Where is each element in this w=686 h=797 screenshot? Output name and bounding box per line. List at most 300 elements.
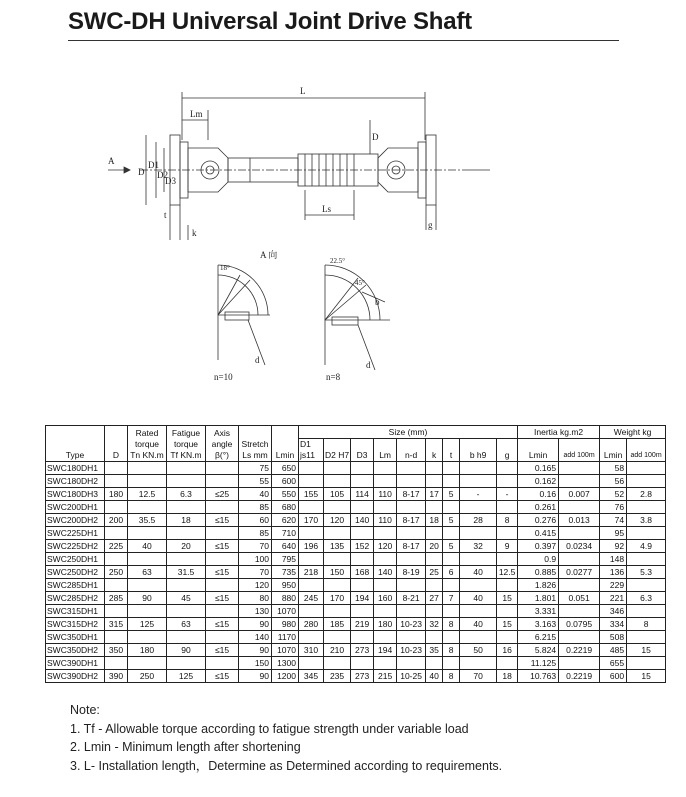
cell-nd — [397, 527, 426, 540]
cell-axis-angle — [206, 631, 239, 644]
cell-rated-torque — [128, 657, 167, 670]
cell-k: 27 — [426, 592, 443, 605]
cell-inertia-add — [559, 462, 600, 475]
cell-D: 250 — [105, 566, 128, 579]
cell-g: 15 — [497, 592, 518, 605]
cell-t: 5 — [443, 540, 460, 553]
cell-Lm: 110 — [374, 488, 397, 501]
cell-D1 — [299, 475, 324, 488]
cell-fatigue-torque — [167, 462, 206, 475]
header-axis-angle: Axis angle β(°) — [206, 426, 239, 462]
cell-inertia-add: 0.007 — [559, 488, 600, 501]
cell-rated-torque — [128, 501, 167, 514]
cell-D3 — [351, 462, 374, 475]
cell-g: 18 — [497, 670, 518, 683]
cell-rated-torque: 63 — [128, 566, 167, 579]
cell-weight-lmin: 346 — [600, 605, 627, 618]
cell-weight-lmin: 600 — [600, 670, 627, 683]
cell-D — [105, 605, 128, 618]
cell-t: 7 — [443, 592, 460, 605]
cell-b — [460, 462, 497, 475]
cell-D2: 185 — [324, 618, 351, 631]
cell-D: 225 — [105, 540, 128, 553]
cell-nd — [397, 605, 426, 618]
dim-b-label: b — [375, 297, 380, 307]
cell-D — [105, 501, 128, 514]
angle-left-label: 18° — [220, 264, 230, 272]
cell-stretch: 90 — [239, 670, 272, 683]
cell-t: 8 — [443, 670, 460, 683]
cell-D1: 170 — [299, 514, 324, 527]
cell-D: 315 — [105, 618, 128, 631]
cell-stretch: 55 — [239, 475, 272, 488]
cell-stretch: 70 — [239, 566, 272, 579]
cell-D3 — [351, 527, 374, 540]
cell-lmin: 735 — [272, 566, 299, 579]
cell-inertia-add — [559, 657, 600, 670]
cell-b: 40 — [460, 592, 497, 605]
cell-inertia-add: 0.0795 — [559, 618, 600, 631]
cell-weight-add: 8 — [627, 618, 666, 631]
cell-weight-add — [627, 553, 666, 566]
cell-weight-lmin: 58 — [600, 462, 627, 475]
cell-lmin: 1300 — [272, 657, 299, 670]
cell-fatigue-torque: 18 — [167, 514, 206, 527]
cell-type: SWC315DH1 — [46, 605, 105, 618]
table-row — [46, 514, 666, 527]
cell-rated-torque — [128, 475, 167, 488]
cell-axis-angle — [206, 475, 239, 488]
cell-fatigue-torque: 90 — [167, 644, 206, 657]
cell-weight-add — [627, 605, 666, 618]
cell-weight-lmin: 229 — [600, 579, 627, 592]
cell-lmin: 620 — [272, 514, 299, 527]
table-row — [46, 579, 666, 592]
header-inertia-lmin: Lmin — [518, 439, 559, 462]
cell-type: SWC250DH2 — [46, 566, 105, 579]
cell-lmin: 795 — [272, 553, 299, 566]
cell-rated-torque: 250 — [128, 670, 167, 683]
cell-D3: 152 — [351, 540, 374, 553]
cell-inertia-lmin: 6.215 — [518, 631, 559, 644]
view-A-arrow-label: A — [108, 156, 115, 166]
cell-g — [497, 475, 518, 488]
cell-fatigue-torque: 125 — [167, 670, 206, 683]
cell-inertia-lmin: 11.125 — [518, 657, 559, 670]
cell-b — [460, 553, 497, 566]
cell-nd: 10-23 — [397, 618, 426, 631]
cell-Lm — [374, 631, 397, 644]
cell-D2 — [324, 501, 351, 514]
cell-k — [426, 462, 443, 475]
table-row — [46, 475, 666, 488]
table-row — [46, 618, 666, 631]
cell-axis-angle: ≤15 — [206, 644, 239, 657]
cell-Lm — [374, 579, 397, 592]
cell-rated-torque: 125 — [128, 618, 167, 631]
cell-inertia-lmin: 3.163 — [518, 618, 559, 631]
cell-D3 — [351, 631, 374, 644]
cell-D1: 280 — [299, 618, 324, 631]
header-D: D — [105, 426, 128, 462]
cell-weight-add: 2.8 — [627, 488, 666, 501]
cell-weight-lmin: 334 — [600, 618, 627, 631]
cell-D2 — [324, 657, 351, 670]
cell-nd — [397, 475, 426, 488]
cell-D2: 135 — [324, 540, 351, 553]
dim-D1-label: D1 — [148, 160, 159, 170]
cell-D1: 345 — [299, 670, 324, 683]
cell-g — [497, 553, 518, 566]
cell-inertia-lmin: 0.415 — [518, 527, 559, 540]
cell-D2: 105 — [324, 488, 351, 501]
cell-rated-torque — [128, 462, 167, 475]
n-right-label: n=8 — [326, 372, 341, 382]
cell-b — [460, 501, 497, 514]
cell-inertia-add — [559, 527, 600, 540]
view-A-label: A 向 — [260, 250, 278, 260]
cell-weight-add — [627, 657, 666, 670]
table-row — [46, 462, 666, 475]
cell-type: SWC390DH2 — [46, 670, 105, 683]
cell-type: SWC180DH1 — [46, 462, 105, 475]
cell-weight-lmin: 485 — [600, 644, 627, 657]
note-item: 2. Lmin - Minimum length after shortening — [70, 740, 301, 754]
cell-inertia-lmin: 0.162 — [518, 475, 559, 488]
cell-t — [443, 475, 460, 488]
cell-axis-angle — [206, 553, 239, 566]
cell-k: 40 — [426, 670, 443, 683]
cell-D1 — [299, 527, 324, 540]
cell-D3: 219 — [351, 618, 374, 631]
cell-axis-angle — [206, 579, 239, 592]
header-type: Type — [46, 426, 105, 462]
spec-table-body — [46, 462, 666, 683]
cell-lmin: 1200 — [272, 670, 299, 683]
cell-b — [460, 527, 497, 540]
cell-k — [426, 605, 443, 618]
cell-t — [443, 605, 460, 618]
dim-D2-label: D2 — [157, 170, 168, 180]
cell-axis-angle — [206, 605, 239, 618]
cell-Lm — [374, 657, 397, 670]
cell-weight-add — [627, 462, 666, 475]
dim-t-label: t — [164, 210, 167, 220]
cell-D1 — [299, 553, 324, 566]
cell-Lm: 140 — [374, 566, 397, 579]
cell-rated-torque — [128, 605, 167, 618]
cell-weight-lmin: 52 — [600, 488, 627, 501]
cell-g: 16 — [497, 644, 518, 657]
cell-D — [105, 553, 128, 566]
cell-D3 — [351, 579, 374, 592]
cell-inertia-lmin: 0.16 — [518, 488, 559, 501]
cell-t: 8 — [443, 618, 460, 631]
header-rated-torque: Rated torque Tn KN.m — [128, 426, 167, 462]
cell-D2: 120 — [324, 514, 351, 527]
header-size-group: Size (mm) — [299, 426, 518, 439]
cell-inertia-lmin: 3.331 — [518, 605, 559, 618]
cell-fatigue-torque — [167, 657, 206, 670]
cell-inertia-lmin: 0.261 — [518, 501, 559, 514]
cell-stretch: 40 — [239, 488, 272, 501]
dim-D-label: D — [138, 167, 145, 177]
cell-stretch: 150 — [239, 657, 272, 670]
cell-k: 35 — [426, 644, 443, 657]
cell-inertia-lmin: 0.397 — [518, 540, 559, 553]
cell-D3 — [351, 605, 374, 618]
cell-inertia-add: 0.2219 — [559, 670, 600, 683]
cell-D1 — [299, 579, 324, 592]
cell-b: 40 — [460, 618, 497, 631]
cell-D2: 210 — [324, 644, 351, 657]
cell-weight-add: 6.3 — [627, 592, 666, 605]
cell-inertia-lmin: 10.763 — [518, 670, 559, 683]
cell-fatigue-torque — [167, 501, 206, 514]
header-nd: n-d — [397, 439, 426, 462]
cell-D: 350 — [105, 644, 128, 657]
cell-k — [426, 501, 443, 514]
cell-Lm: 215 — [374, 670, 397, 683]
cell-lmin: 550 — [272, 488, 299, 501]
table-row — [46, 488, 666, 501]
cell-D3 — [351, 501, 374, 514]
cell-D1: 196 — [299, 540, 324, 553]
dim-D3-label: D3 — [165, 176, 176, 186]
cell-t: 6 — [443, 566, 460, 579]
cell-fatigue-torque: 20 — [167, 540, 206, 553]
cell-g — [497, 631, 518, 644]
note-item: 1. Tf - Allowable torque according to fatigue strength under variable load — [70, 721, 469, 736]
cell-D — [105, 462, 128, 475]
cell-b: 32 — [460, 540, 497, 553]
cell-inertia-add — [559, 475, 600, 488]
cell-nd: 10-23 — [397, 644, 426, 657]
cell-nd: 10-25 — [397, 670, 426, 683]
cell-Lm — [374, 527, 397, 540]
cell-type: SWC315DH2 — [46, 618, 105, 631]
cell-lmin: 710 — [272, 527, 299, 540]
cell-g: - — [497, 488, 518, 501]
cell-k — [426, 579, 443, 592]
table-row — [46, 566, 666, 579]
cell-k: 17 — [426, 488, 443, 501]
cell-inertia-add — [559, 579, 600, 592]
cell-b — [460, 657, 497, 670]
cell-fatigue-torque — [167, 475, 206, 488]
cell-type: SWC225DH2 — [46, 540, 105, 553]
cell-D — [105, 579, 128, 592]
table-row — [46, 527, 666, 540]
cell-nd: 8-17 — [397, 540, 426, 553]
cell-inertia-lmin: 1.801 — [518, 592, 559, 605]
cell-weight-add: 15 — [627, 644, 666, 657]
cell-Lm: 180 — [374, 618, 397, 631]
cell-D1: 310 — [299, 644, 324, 657]
table-row — [46, 553, 666, 566]
cell-weight-add — [627, 527, 666, 540]
cell-D3 — [351, 475, 374, 488]
cell-nd: 8-17 — [397, 514, 426, 527]
cell-inertia-add — [559, 501, 600, 514]
dim-D-right-label: D — [372, 132, 379, 142]
header-bh9: b h9 — [460, 439, 497, 462]
cell-D3 — [351, 657, 374, 670]
cell-weight-lmin: 76 — [600, 501, 627, 514]
cell-type: SWC200DH1 — [46, 501, 105, 514]
cell-g — [497, 579, 518, 592]
header-weight-add: add 100m — [627, 439, 666, 462]
cell-Lm: 110 — [374, 514, 397, 527]
table-row — [46, 501, 666, 514]
cell-rated-torque — [128, 579, 167, 592]
cell-fatigue-torque: 45 — [167, 592, 206, 605]
cell-Lm: 194 — [374, 644, 397, 657]
cell-D2: 235 — [324, 670, 351, 683]
cell-k — [426, 475, 443, 488]
cell-nd — [397, 657, 426, 670]
cell-D2 — [324, 579, 351, 592]
cell-fatigue-torque: 6.3 — [167, 488, 206, 501]
cell-weight-lmin: 56 — [600, 475, 627, 488]
cell-D3: 114 — [351, 488, 374, 501]
cell-rated-torque: 180 — [128, 644, 167, 657]
cell-g: 8 — [497, 514, 518, 527]
cell-D1: 155 — [299, 488, 324, 501]
table-row — [46, 670, 666, 683]
note-item: 3. L- Installation length，Determine as Determined according to requirements. — [70, 758, 503, 773]
cell-b: 70 — [460, 670, 497, 683]
cell-Lm — [374, 501, 397, 514]
cell-weight-lmin: 95 — [600, 527, 627, 540]
cell-Lm: 160 — [374, 592, 397, 605]
cell-inertia-add: 0.2219 — [559, 644, 600, 657]
cell-weight-add — [627, 579, 666, 592]
cell-weight-lmin: 221 — [600, 592, 627, 605]
shaft-technical-drawing — [100, 80, 500, 390]
cell-D2 — [324, 462, 351, 475]
cell-weight-add: 3.8 — [627, 514, 666, 527]
page-title: SWC-DH Universal Joint Drive Shaft — [68, 8, 472, 35]
cell-k — [426, 553, 443, 566]
cell-g — [497, 657, 518, 670]
cell-D — [105, 527, 128, 540]
cell-inertia-lmin: 0.165 — [518, 462, 559, 475]
cell-type: SWC180DH3 — [46, 488, 105, 501]
dim-L-label: L — [300, 86, 306, 96]
table-row — [46, 592, 666, 605]
cell-type: SWC200DH2 — [46, 514, 105, 527]
cell-lmin: 950 — [272, 579, 299, 592]
cell-weight-add — [627, 501, 666, 514]
cell-t — [443, 462, 460, 475]
cell-D1 — [299, 501, 324, 514]
cell-D1 — [299, 657, 324, 670]
cell-D3: 273 — [351, 670, 374, 683]
cell-weight-lmin: 508 — [600, 631, 627, 644]
cell-t — [443, 579, 460, 592]
table-row — [46, 631, 666, 644]
cell-b — [460, 475, 497, 488]
table-header-row-1 — [46, 426, 666, 439]
cell-stretch: 75 — [239, 462, 272, 475]
header-D1: D1 js11 — [299, 439, 324, 462]
cell-fatigue-torque — [167, 527, 206, 540]
cell-t: 8 — [443, 644, 460, 657]
cell-D3: 140 — [351, 514, 374, 527]
cell-lmin: 1070 — [272, 605, 299, 618]
cell-Lm — [374, 553, 397, 566]
cell-inertia-lmin: 5.824 — [518, 644, 559, 657]
cell-inertia-add — [559, 605, 600, 618]
cell-fatigue-torque — [167, 631, 206, 644]
cell-type: SWC180DH2 — [46, 475, 105, 488]
cell-b: 40 — [460, 566, 497, 579]
cell-nd: 8-17 — [397, 488, 426, 501]
cell-g: 12.5 — [497, 566, 518, 579]
cell-fatigue-torque — [167, 605, 206, 618]
cell-g — [497, 501, 518, 514]
cell-D3: 273 — [351, 644, 374, 657]
cell-type: SWC350DH1 — [46, 631, 105, 644]
cell-t — [443, 631, 460, 644]
header-D2: D2 H7 — [324, 439, 351, 462]
cell-b: 50 — [460, 644, 497, 657]
cell-axis-angle — [206, 462, 239, 475]
cell-stretch: 85 — [239, 527, 272, 540]
table-row — [46, 605, 666, 618]
cell-g — [497, 462, 518, 475]
cell-lmin: 1070 — [272, 644, 299, 657]
cell-k: 32 — [426, 618, 443, 631]
spec-table — [45, 425, 666, 683]
notes-section — [70, 701, 502, 775]
cell-axis-angle — [206, 501, 239, 514]
cell-k — [426, 657, 443, 670]
cell-D: 285 — [105, 592, 128, 605]
cell-D3: 194 — [351, 592, 374, 605]
cell-g — [497, 527, 518, 540]
cell-stretch: 90 — [239, 618, 272, 631]
header-fatigue-torque: Fatigue torque Tf KN.m — [167, 426, 206, 462]
cell-rated-torque: 40 — [128, 540, 167, 553]
cell-nd — [397, 553, 426, 566]
cell-b: 28 — [460, 514, 497, 527]
cell-inertia-add: 0.051 — [559, 592, 600, 605]
cell-axis-angle: ≤15 — [206, 618, 239, 631]
cell-rated-torque — [128, 527, 167, 540]
cell-D2 — [324, 631, 351, 644]
cell-type: SWC285DH1 — [46, 579, 105, 592]
cell-nd — [397, 462, 426, 475]
cell-lmin: 680 — [272, 501, 299, 514]
header-stretch: Stretch Ls mm — [239, 426, 272, 462]
cell-Lm — [374, 462, 397, 475]
cell-D: 200 — [105, 514, 128, 527]
cell-inertia-add: 0.0277 — [559, 566, 600, 579]
cell-inertia-lmin: 1.826 — [518, 579, 559, 592]
cell-t: 5 — [443, 514, 460, 527]
table-row — [46, 657, 666, 670]
cell-nd: 8-19 — [397, 566, 426, 579]
angle-right-label: 22.5° — [330, 257, 346, 265]
cell-inertia-lmin: 0.276 — [518, 514, 559, 527]
cell-weight-add — [627, 475, 666, 488]
cell-rated-torque: 90 — [128, 592, 167, 605]
cell-type: SWC350DH2 — [46, 644, 105, 657]
cell-weight-add — [627, 631, 666, 644]
cell-t — [443, 657, 460, 670]
